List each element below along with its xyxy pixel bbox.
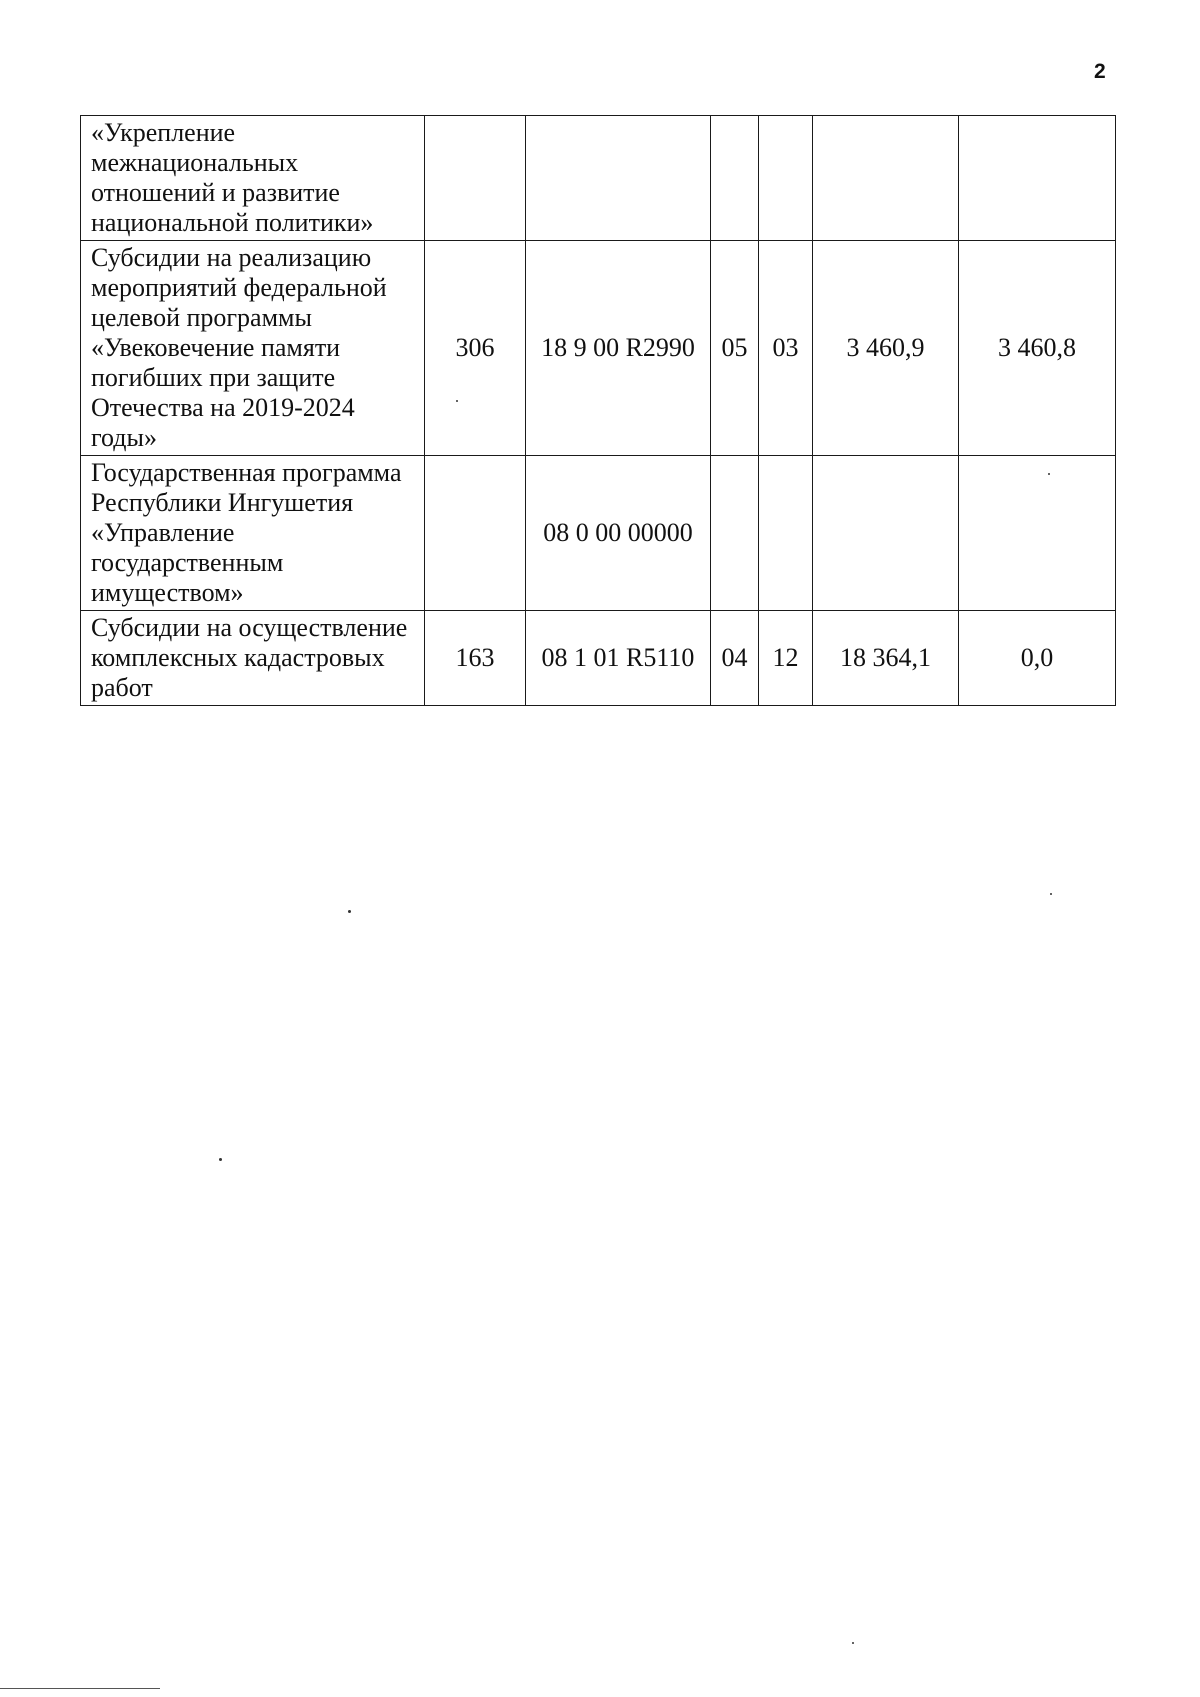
table-row [81,116,1116,241]
row-plan-amount-cell [813,116,959,241]
row-name-cell: Субсидии на осуществление комплексных кадастровых работ [81,611,425,706]
scan-speck [1048,473,1050,475]
row-plan-amount-cell: 3 460,9 [813,241,959,456]
scan-edge-line [0,1688,160,1689]
row-code-cell [425,116,526,241]
table-row [81,456,1116,611]
row-actual-amount-cell [959,456,1116,611]
scan-speck [852,1642,854,1644]
row-name-cell: Субсидии на реализацию мероприятий федеральной целевой программы «Увековечение памяти погибших при защите Отечества на 2019-2024 годы» [81,241,425,456]
row-target-article-cell [526,116,711,241]
budget-table [80,115,1116,706]
scan-speck [456,400,458,402]
row-subsection-cell [759,116,813,241]
row-target-article-cell: 18 9 00 R2990 [526,241,711,456]
row-section-cell: 04 [711,611,759,706]
scan-speck [219,1158,222,1161]
row-actual-amount-cell: 0,0 [959,611,1116,706]
scan-speck [1050,893,1052,895]
row-actual-amount-cell [959,116,1116,241]
row-name-cell: Государственная программа Республики Ингушетия «Управление государственным имуществом» [81,456,425,611]
row-section-cell [711,116,759,241]
row-name-cell: «Укрепление межнациональных отношений и развитие национальной политики» [81,116,425,241]
row-section-cell: 05 [711,241,759,456]
table-row [81,611,1116,706]
row-code-cell: 306 [425,241,526,456]
row-target-article-cell: 08 0 00 00000 [526,456,711,611]
row-plan-amount-cell: 18 364,1 [813,611,959,706]
row-subsection-cell [759,456,813,611]
row-target-article-cell: 08 1 01 R5110 [526,611,711,706]
row-subsection-cell: 03 [759,241,813,456]
row-code-cell: 163 [425,611,526,706]
row-code-cell [425,456,526,611]
row-subsection-cell: 12 [759,611,813,706]
table-row [81,241,1116,456]
row-actual-amount-cell: 3 460,8 [959,241,1116,456]
row-section-cell [711,456,759,611]
scan-speck [348,910,351,913]
row-plan-amount-cell [813,456,959,611]
page-number: 2 [1094,60,1106,83]
